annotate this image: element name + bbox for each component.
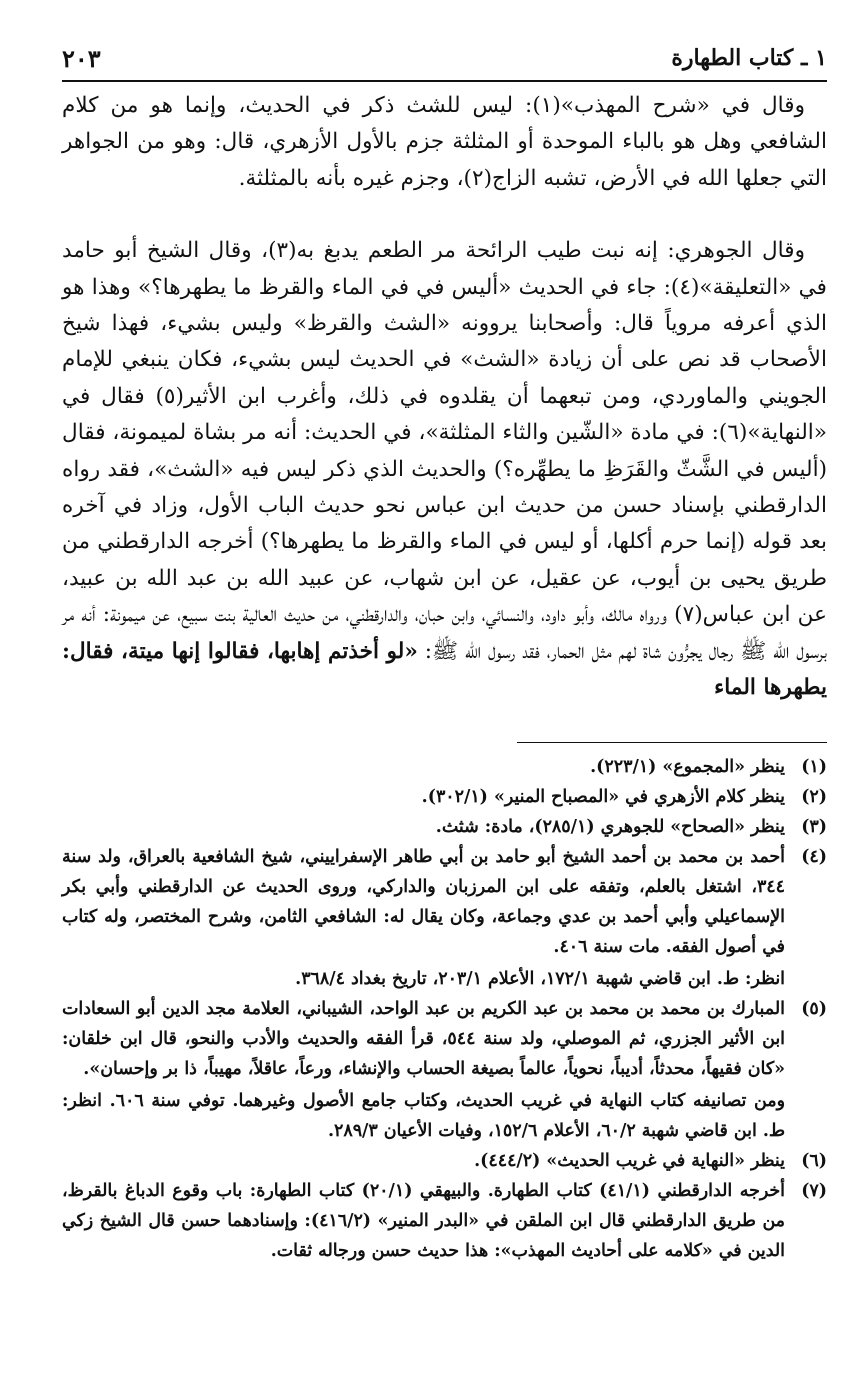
footnote-number: (٧)	[801, 1181, 827, 1201]
footnotes	[62, 752, 827, 1266]
page-header	[62, 36, 827, 82]
footnote-4	[62, 842, 827, 994]
footnote-text: المبارك بن محمد بن محمد بن عبد الكريم بن عبد الواحد، الشيباني، العلامة مجد الدين أبو السعادات ابن الأثير الجزري، ثم الموصلي، ولد سنة ٥٤٤، قرأ الفقه والحديث والأدب والنحو، قال ابن خلقان: «كان فقيهاً، محدثاً، أديباً، نحوياً، عالماً بصيغة الحساب والإنشاء، ورعاً، عاقلاً، مهيباً، ذا بر وإحسان».	[62, 999, 786, 1079]
footnote-number: (٥)	[801, 999, 827, 1019]
hadith-quote-bold: «لو أخذتم إهابها، فقالوا إنها ميتة، فقال: يطهرها الماء	[62, 638, 827, 701]
paragraph-2-text: وقال الجوهري: إنه نبت طيب الرائحة مر الطعم يدبغ به(٣)، وقال الشيخ أبو حامد في «التعليقة»(٤): جاء في الحديث «أليس في في الماء والقرظ ما يطهرها؟» وهذا هو الذي أعرفه مروياً قال: وأصحابنا يروونه «الشث والقرظ» وليس بشيء، فهذا شيخ الأصحاب قد نص على أن زيادة «الشث» في الحديث ليس بشيء، فكان ينبغي للإمام الجويني والماوردي، ومن تبعهما أن يقلدوه في ذلك، وأغرب ابن الأثير(٥) فقال في «النهاية»(٦): في مادة «الشّين والثاء المثلثة»، في الحديث: أنه مر بشاة لميمونة، فقال (أليس في الشَّثّ والقَرَظِ ما يطهِّره؟) والحديث الذي ذكر ليس فيه «الشث»، فقد رواه الدارقطني بإسناد حسن من حديث ابن عباس نحو حديث الباب الأول، وزاد في آخره بعد قوله (إنما حرم أكلها، أو ليس في الماء والقرظ ما يطهرها؟) أخرجه الدارقطني من طريق يحيى بن أيوب، عن عقيل، عن ابن شهاب، عن عبيد الله بن عبد الله بن عبيد، عن ابن عباس(٧) ورواه مالك، وأبو داود، والنسائي، وابن حبان، والدارقطني، من حديث العالية بنت سبيع، عن ميمونة: أنه مر برسول الله ﷺ رجال يجرُّون شاة لهم مثل الحمار، فقد رسول الله ﷺ:	[62, 238, 828, 664]
footnote-body	[62, 842, 785, 994]
footnote-5	[62, 994, 827, 1146]
footnote-text: أحمد بن محمد بن أحمد الشيخ أبو حامد بن أبي طاهر الإسفراييني، شيخ الشافعية بالعراق، ولد سنة ٣٤٤، اشتغل بالعلم، وتفقه على ابن المرزبان والداركي، وروى الحديث عن الدارقطني وأبي بكر الإسماعيلي وأبي أحمد بن عدي وجماعة، وكان يقال له: الشافعي الثامن، وشرح المختصر، وله كتاب في أصول الفقه. مات سنة ٤٠٦.	[62, 847, 785, 957]
footnote-text: ينظر «النهاية في غريب الحديث» (٤٤٤/٢).	[474, 1151, 785, 1171]
main-text	[62, 88, 827, 707]
footnote-text: أخرجه الدارقطني (٤١/١) كتاب الطهارة. والبيهقي (٢٠/١) كتاب الطهارة: باب وقوع الدباغ بالقرظ، من طريق الدارقطني قال ابن الملقن في «البدر المنير» (٤١٦/٢): وإسنادهما حسن قال الشيخ زكي الدين في «كلامه على أحاديث المهذب»: هذا حديث حسن ورجاله ثقات.	[62, 1181, 786, 1261]
paragraph-2	[62, 233, 827, 706]
footnote-number: (٢)	[801, 787, 827, 807]
footnote-2	[62, 782, 827, 812]
footnote-text: ينظر كلام الأزهري في «المصباح المنير» (٣٠٢/١).	[421, 787, 785, 807]
footnote-text: ينظر «المجموع» (٢٢٣/١).	[590, 757, 785, 777]
footnote-number: (٦)	[801, 1151, 827, 1171]
footnote-number: (٤)	[801, 847, 827, 867]
footnote-7	[62, 1176, 827, 1266]
footnote-3	[62, 812, 827, 842]
footnote-body	[62, 994, 785, 1146]
footnote-6	[62, 1146, 827, 1176]
footnote-divider	[517, 742, 827, 743]
footnote-1	[62, 752, 827, 782]
page-number: ٢٠٣	[62, 43, 101, 73]
footnote-number: (١)	[801, 757, 827, 777]
footnote-sources: انظر: ط. ابن قاضي شهبة ١٧٢/١، الأعلام ٢٠٣/١، تاريخ بغداد ٣٦٨/٤.	[295, 969, 785, 989]
paragraph-1: وقال في «شرح المهذب»(١): ليس للشث ذكر في الحديث، وإنما هو من كلام الشافعي وهل هو بالباء الموحدة أو المثلثة جزم بالأول الأزهري، قال: وهو من الجواهر التي جعلها الله في الأرض، تشبه الزاج(٢)، وجزم غيره بأنه بالمثلثة.	[62, 93, 827, 191]
footnote-text: ينظر «الصحاح» للجوهري (٢٨٥/١)، مادة: شثث.	[435, 817, 785, 837]
footnote-number: (٣)	[801, 817, 827, 837]
running-title: ١ ـ كتاب الطهارة	[671, 45, 827, 71]
footnote-sources: ومن تصانيفه كتاب النهاية في غريب الحديث، وكتاب جامع الأصول وغيرهما. توفي سنة ٦٠٦. انظر: ط. ابن قاضي شهبة ٦٠/٢، الأعلام ١٥٢/٦، وفيات الأعيان ٢٨٩/٣.	[62, 1091, 785, 1141]
